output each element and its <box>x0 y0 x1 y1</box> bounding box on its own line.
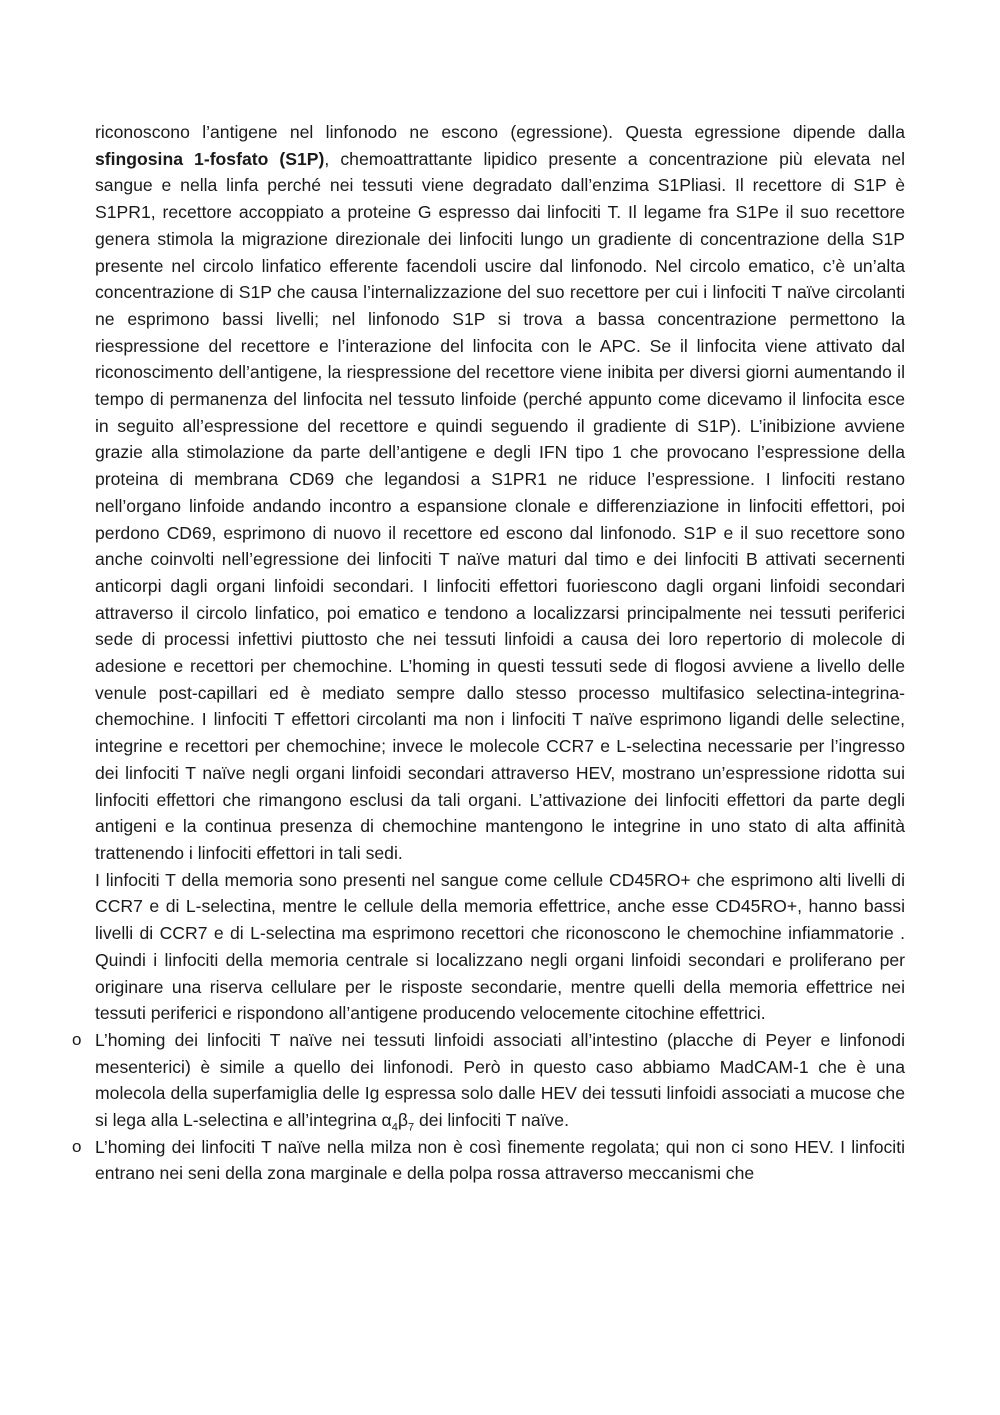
text-run: riconoscono l’antigene nel linfonodo ne escono (egressione). Questa egressione dipende dalla <box>95 122 905 142</box>
subscript: 4 <box>391 1121 398 1134</box>
bullet-marker: o <box>72 1029 82 1049</box>
text-run: L’homing dei linfociti T naïve nei tessuti linfoidi associati all’intestino (placche di Peyer e linfonodi mesenterici) è simile a quello dei linfonodi. Però in questo caso abbiamo MadCAM-1 che è una molecola della superfamiglia delle Ig espressa solo dalle HEV dei tessuti linfoidi associati a mucose che si lega alla L-selectina e all’integrina α <box>95 1029 905 1131</box>
list-item-gut-homing <box>72 1027 905 1134</box>
paragraph-memory-cells: I linfociti T della memoria sono presenti nel sangue come cellule CD45RO+ che esprimono alti livelli di CCR7 e di L-selectina, mentre le cellule della memoria effettrice, anche esse CD45RO+, hanno bassi livelli di CCR7 e di L-selectina ma esprimono recettori che riconoscono le chemochine infiammatorie . Quindi i linfociti della memoria centrale si localizzano negli organi linfoidi secondari e proliferano per originare una riserva cellulare per le risposte secondarie, mentre quelli della memoria effettrice nei tessuti periferici e rispondono all’antigene producendo velocemente citochine effettrici. <box>95 869 905 1024</box>
paragraph-s1p-egress <box>95 119 905 867</box>
document-body <box>72 119 906 1187</box>
list-item-spleen-homing <box>72 1134 905 1187</box>
subscript: 7 <box>407 1121 415 1134</box>
text-run: , chemoattrattante lipidico presente a concentrazione più elevata nel sangue e nella linfa perché nei tessuti viene degradato dall’enzima S1Pliasi. Il recettore di S1P è S1PR1, recettore accoppiato a proteine G espresso dai linfociti T. Il legame fra S1Pe il suo recettore genera stimola la migrazione direzionale dei linfociti lungo un gradiente di concentrazione della S1P presente nel circolo linfatico efferente facendoli uscire dal linfonodo. Nel circolo ematico, c’è un’alta concentrazione di S1P che causa l’internalizzazione del suo recettore per cui i linfociti T naïve circolanti ne esprimono bassi livelli; nel linfonodo S1P si trova a bassa concentrazione permettono la riespressione del recettore e l’interazione del linfocita con le APC. Se il linfocita viene attivato dal riconoscimento dell’antigene, la riespressione del recettore viene inibita per diversi giorni aumentando il tempo di permanenza del linfocita nel tessuto linfoide (perché appunto come dicevamo il linfocita esce in seguito all’espressione del recettore e quindi seguendo il gradiente di S1P). L’inibizione avviene grazie alla stimolazione da parte dell’antigene e degli IFN tipo 1 che provocano l’espressione della proteina di membrana CD69 che legandosi a S1PR1 ne riduce l’espressione. I linfociti restano nell’organo linfoide andando incontro a espansione clonale e differenziazione in linfociti effettori, poi perdono CD69, esprimono di nuovo il recettore ed escono dal linfonodo. S1P e il suo recettore sono anche coinvolti nell’egressione dei linfociti T naïve maturi dal timo e dei linfociti B attivati secernenti anticorpi dagli organi linfoidi secondari. I linfociti effettori fuoriescono dagli organi linfoidi secondari attraverso il circolo linfatico, poi ematico e tendono a localizzarsi principalmente nei tessuti periferici sede di processi infettivi piuttosto che nei tessuti linfoidi a causa dei loro repertorio di molecole di adesione e recettori per chemochine. L’homing in questi tessuti sede di flogosi avviene a livello delle venule post-capillari ed è mediato sempre dallo stesso processo multifasico selectina-integrina-chemochine. I linfociti T effettori circolanti ma non i linfociti T naïve esprimono ligandi delle selectine, integrine e recettori per chemochine; invece le molecole CCR7 e L-selectina necessarie per l’ingresso dei linfociti T naïve negli organi linfoidi secondari attraverso HEV, mostrano un’espressione ridotta sui linfociti effettori che rimangono esclusi da tali organi. L’attivazione dei linfociti effettori da parte degli antigeni e la continua presenza di chemochine mantengono le integrine in uno stato di alta affinità trattenendo i linfociti effettori in tali sedi. <box>95 148 906 863</box>
bullet-marker: o <box>72 1136 82 1156</box>
bullet-list <box>72 1027 905 1187</box>
bold-term-s1p: sfingosina 1-fosfato (S1P) <box>95 148 325 169</box>
text-run: β <box>397 1110 408 1131</box>
text-run: dei linfociti T naïve. <box>414 1110 569 1131</box>
text-run: L’homing dei linfociti T naïve nella milza non è così finemente regolata; qui non ci sono HEV. I linfociti entrano nei seni della zona marginale e della polpa rossa attraverso meccanismi che <box>95 1136 905 1184</box>
